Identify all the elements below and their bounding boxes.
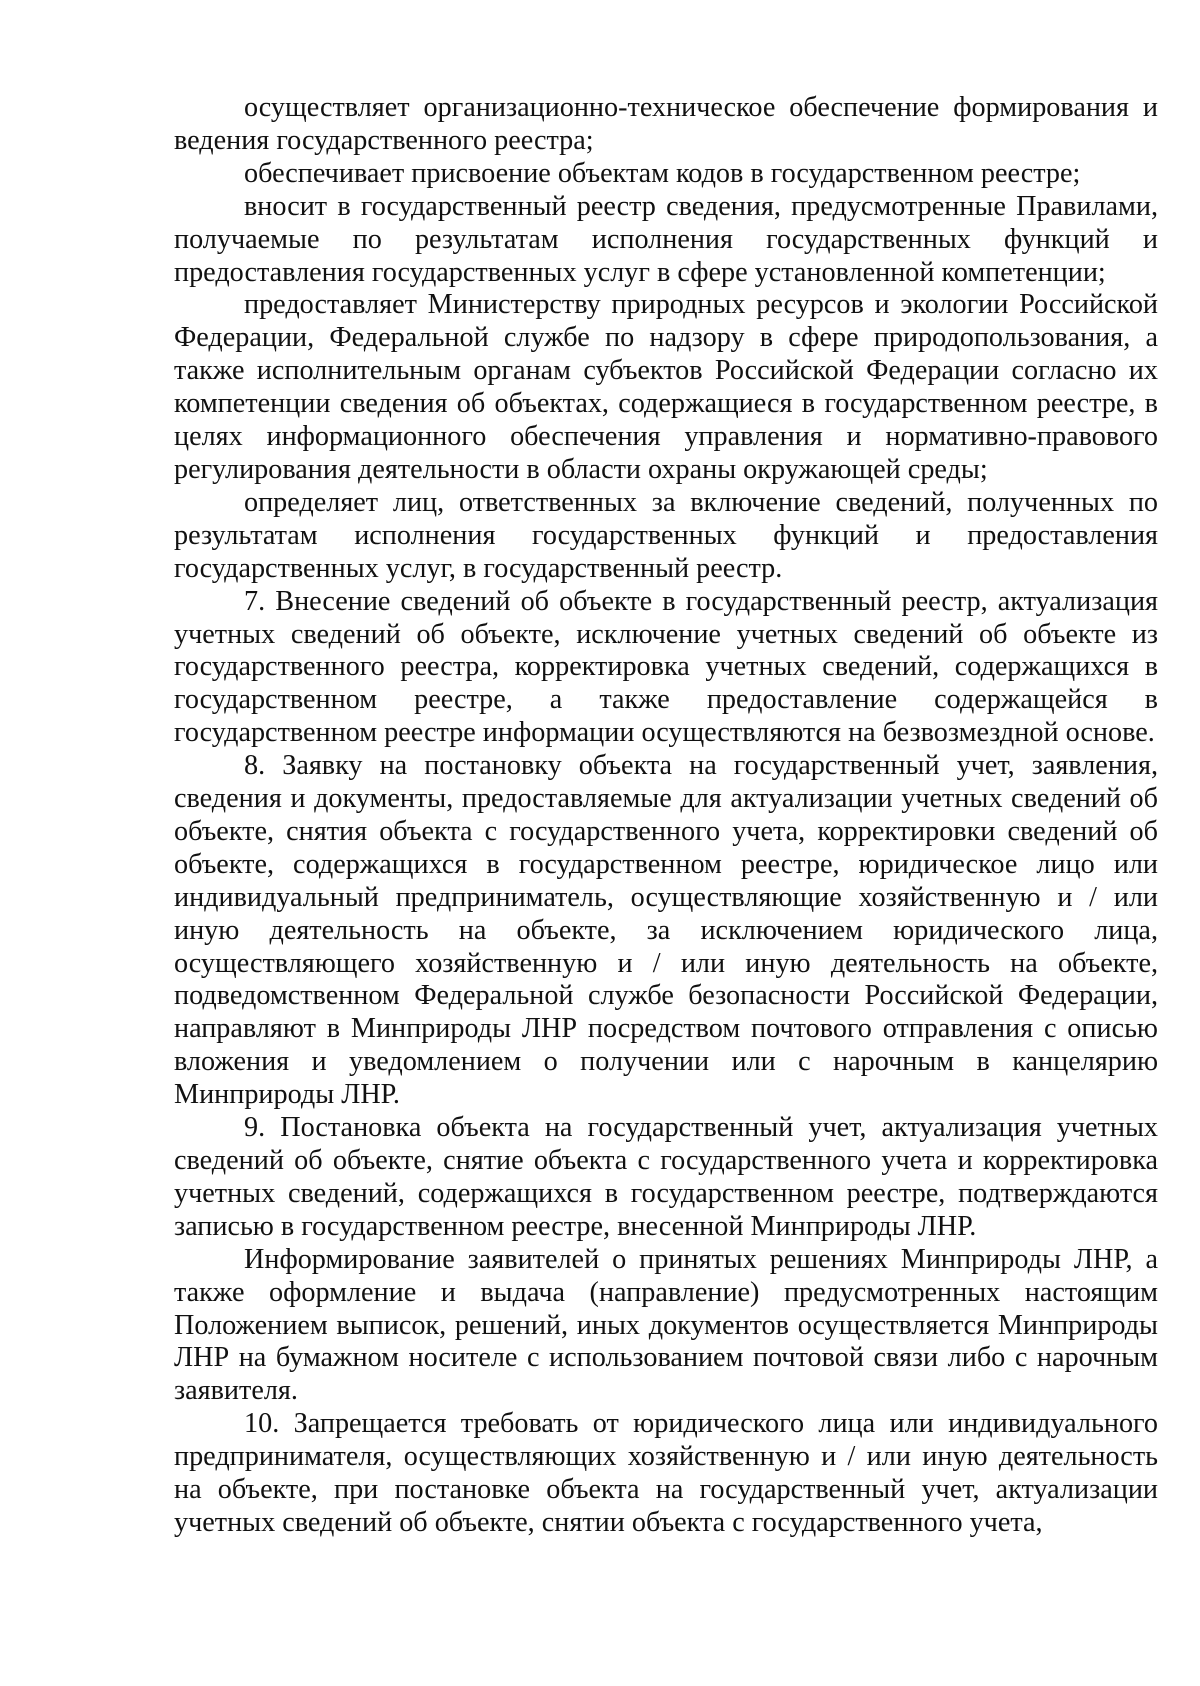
paragraph-applicant-notification: Информирование заявителей о принятых решениях Минприроды ЛНР, а также оформление и выдача (направление) предусмотренных настоящим Положением выписок, решений, иных документов осуществляется Минприроды ЛНР на бумажном носителе с использованием почтовой связи либо с нарочным заявителя. (174, 1243, 1158, 1407)
paragraph-information-provision: предоставляет Министерству природных ресурсов и экологии Российской Федерации, Федеральной службе по надзору в сфере природопользования, а также исполнительным органам субъектов Российской Федерации согласно их компетенции сведения об объектах, содержащиеся в государственном реестре, в целях информационного обеспечения управления и нормативно-правового регулирования деятельности в области охраны окружающей среды; (174, 289, 1158, 485)
paragraph-code-assignment: обеспечивает присвоение объектам кодов в государственном реестре; (244, 157, 1081, 189)
paragraph-item-9: 9. Постановка объекта на государственный учет, актуализация учетных сведений об объекте, снятие объекта с государственного учета и корректировка учетных сведений, содержащихся в государственном реестре, подтверждаются записью в государственном реестре, внесенной Минприроды ЛНР. (174, 1112, 1158, 1242)
paragraph-register-entries: вносит в государственный реестр сведения, предусмотренные Правилами, получаемые по результатам исполнения государственных функций и предоставления государственных услуг в сфере установленной компетенции; (174, 190, 1158, 288)
paragraph-item-10: 10. Запрещается требовать от юридического лица или индивидуального предпринимателя, осуществляющих хозяйственную и / или иную деятельность на объекте, при постановке объекта на государственный учет, актуализации учетных сведений об объекте, снятии объекта с государственного учета, (174, 1408, 1158, 1538)
paragraph-item-8: 8. Заявку на постановку объекта на государственный учет, заявления, сведения и документы, предоставляемые для актуализации учетных сведений об объекте, снятия объекта с государственного учета, корректировки сведений об объекте, содержащихся в государственном реестре, юридическое лицо или индивидуальный предприниматель, осуществляющие хозяйственную и / или иную деятельность на объекте, за исключением юридического лица, осуществляющего хозяйственную и / или иную деятельность на объекте, подведомственном Федеральной службе безопасности Российской Федерации, направляют в Минприроды ЛНР посредством почтового отправления с описью вложения и уведомлением о получении или с нарочным в канцелярию Минприроды ЛНР. (174, 750, 1158, 1111)
paragraph-item-7: 7. Внесение сведений об объекте в государственный реестр, актуализация учетных сведений об объекте, исключение учетных сведений об объекте из государственного реестра, корректировка учетных сведений, содержащихся в государственном реестре, а также предоставление содержащейся в государственном реестре информации осуществляются на безвозмездной основе. (174, 585, 1158, 749)
document-body (174, 92, 1158, 1540)
paragraph-responsible-persons: определяет лиц, ответственных за включение сведений, полученных по результатам исполнения государственных функций и предоставления государственных услуг, в государственный реестр. (174, 486, 1158, 584)
paragraph-organizational-support: осуществляет организационно-техническое обеспечение формирования и ведения государственного реестра; (174, 92, 1158, 156)
